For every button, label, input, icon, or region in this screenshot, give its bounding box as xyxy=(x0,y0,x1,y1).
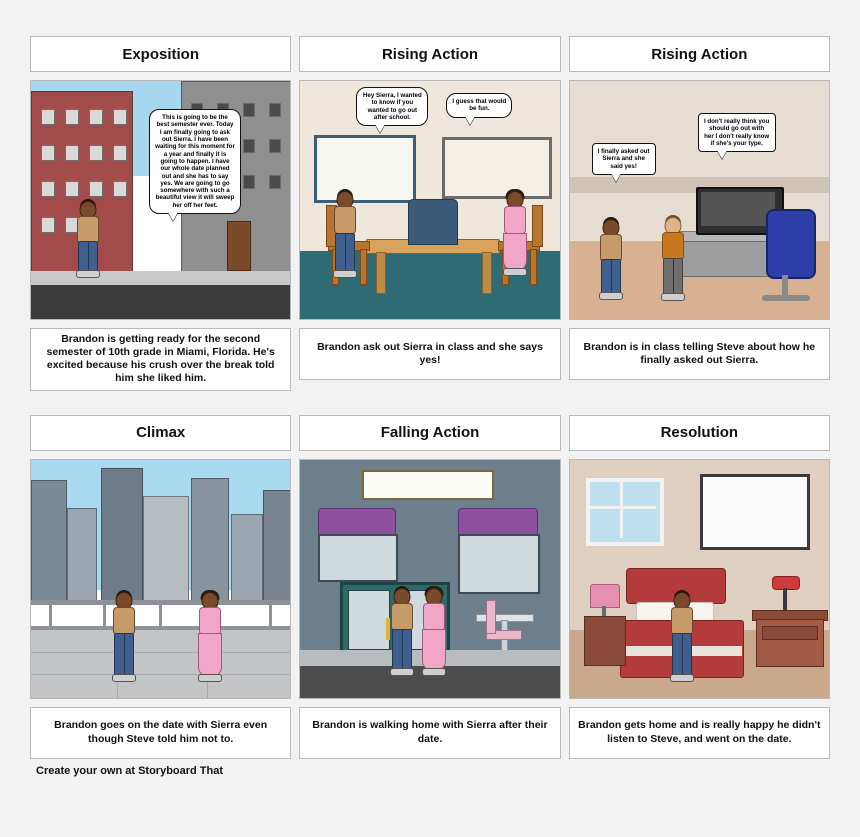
legs xyxy=(663,258,683,296)
cell-caption-text: Brandon is walking home with Sierra after their date. xyxy=(312,719,548,745)
window xyxy=(243,139,255,153)
awning-left xyxy=(318,508,396,536)
shoes xyxy=(503,268,527,276)
window xyxy=(113,109,127,125)
speech-bubble xyxy=(698,113,776,152)
cell-caption-text: Brandon is in class telling Steve about how he finally asked out Sierra. xyxy=(583,340,816,366)
table-leg xyxy=(376,252,386,294)
skyscraper xyxy=(263,490,291,602)
window xyxy=(269,139,281,153)
cell-title xyxy=(299,415,560,451)
cell-illustration-rooftop xyxy=(30,459,291,699)
cell-title xyxy=(569,415,830,451)
chair-right-leg xyxy=(530,249,537,285)
skyscraper xyxy=(191,478,229,602)
bedroom-window xyxy=(586,478,664,546)
storyboard-cell-exposition xyxy=(30,36,291,391)
speech-bubble-text: I finally asked out Sierra and she said yes! xyxy=(597,148,650,170)
cell-caption xyxy=(569,328,830,380)
shoes xyxy=(333,270,357,278)
shop-window-left xyxy=(318,534,398,582)
storyboard-cell-falling-action xyxy=(299,415,560,759)
cell-illustration-classroom xyxy=(299,80,560,320)
sidewalk xyxy=(31,271,290,285)
speech-bubble xyxy=(592,143,656,175)
office-chair-back xyxy=(766,209,816,279)
cell-title xyxy=(30,415,291,451)
cell-title xyxy=(569,36,830,72)
cell-caption-text: Brandon gets home and is really happy he didn't listen to Steve, and went on the date. xyxy=(578,719,821,745)
window xyxy=(269,103,281,117)
office-chair-legs xyxy=(762,295,810,301)
character-brandon xyxy=(330,191,360,281)
attribution-footer xyxy=(36,765,223,777)
sign-board xyxy=(362,470,494,500)
lamp-stand xyxy=(602,606,606,616)
speech-bubble-text: This is going to be the best semester ever. Today I am finally going to ask out Sierra. I have been waiting for this moment for a year and finally it is going to happen. I have our whole date planned out and she has to say yes. We are going to go somewhere with such a beautiful view it will sweep her off her feet. xyxy=(155,114,235,209)
character-sierra xyxy=(418,588,450,680)
torso xyxy=(113,607,135,635)
cell-caption xyxy=(30,707,291,759)
cell-illustration-city-street xyxy=(30,80,291,320)
shoes xyxy=(112,674,136,682)
character-brandon xyxy=(596,219,626,303)
character-steve xyxy=(658,217,688,303)
chair-right-back xyxy=(532,205,543,247)
shoes xyxy=(661,293,685,301)
shop-window-right xyxy=(458,534,540,594)
cell-illustration-storefront xyxy=(299,459,560,699)
legs xyxy=(503,233,527,271)
speech-bubble xyxy=(149,109,241,214)
window xyxy=(89,145,103,161)
window xyxy=(41,217,55,233)
chair-left-leg xyxy=(360,249,367,285)
legs xyxy=(422,629,446,671)
shoes xyxy=(422,668,446,676)
skyscraper xyxy=(143,496,189,602)
chair-center xyxy=(408,199,458,245)
legs xyxy=(601,259,621,295)
window xyxy=(41,109,55,125)
desk-lamp-stand xyxy=(783,588,787,610)
desk-drawer xyxy=(762,626,818,640)
cell-title-text: Rising Action xyxy=(381,45,479,63)
awning-right xyxy=(458,508,538,536)
bulletin-board xyxy=(442,137,552,199)
window xyxy=(65,145,79,161)
speech-bubble-text: I guess that would be fun. xyxy=(452,98,507,113)
storyboard-cell-resolution xyxy=(569,415,830,759)
cell-illustration-office xyxy=(569,80,830,320)
table-leg xyxy=(482,252,492,294)
skyscraper xyxy=(101,468,143,602)
deck-floor xyxy=(31,630,290,698)
torso xyxy=(600,234,622,262)
legs xyxy=(78,241,98,273)
storyboard-cell-rising-action-2 xyxy=(569,36,830,391)
cell-title-text: Resolution xyxy=(660,424,739,441)
torso xyxy=(504,206,526,234)
cell-title-text: Falling Action xyxy=(380,424,480,441)
legs xyxy=(672,633,692,677)
shoes xyxy=(670,674,694,682)
cell-caption xyxy=(299,328,560,380)
shoes xyxy=(76,270,100,278)
character-brandon xyxy=(386,588,418,680)
window xyxy=(89,181,103,197)
cell-title-text: Rising Action xyxy=(651,45,748,63)
tv xyxy=(700,474,810,550)
skyscraper xyxy=(67,508,97,602)
window xyxy=(243,175,255,189)
cell-caption-text: Brandon ask out Sierra in class and she says yes! xyxy=(317,340,543,366)
speech-bubble xyxy=(446,93,512,118)
road xyxy=(31,285,290,319)
door-glass xyxy=(348,590,390,650)
torso xyxy=(391,603,413,631)
deck-line xyxy=(31,652,290,653)
deck-line xyxy=(31,674,290,675)
cell-title-text: Climax xyxy=(136,424,186,441)
character-brandon xyxy=(73,201,103,281)
cell-illustration-bedroom xyxy=(569,459,830,699)
attribution-text: Create your own at Storyboard That xyxy=(36,765,224,777)
lamp-shade xyxy=(590,584,620,608)
cell-caption xyxy=(569,707,830,759)
shoes xyxy=(599,292,623,300)
shoes xyxy=(390,668,414,676)
window xyxy=(269,175,281,189)
cell-caption xyxy=(30,328,291,391)
storyboard-row-2 xyxy=(30,415,830,759)
cafe-chair-back xyxy=(486,600,496,634)
cell-title-text: Exposition xyxy=(122,45,199,63)
character-sierra xyxy=(500,191,530,281)
window xyxy=(243,103,255,117)
storyboard-grid xyxy=(30,36,830,769)
torso xyxy=(334,206,356,234)
window xyxy=(89,109,103,125)
storyboard-row-1 xyxy=(30,36,830,391)
character-sierra xyxy=(193,592,227,688)
speech-bubble xyxy=(356,87,428,126)
speech-bubble-text: Hey Sierra, I wanted to know if you wanted to go out after school. xyxy=(362,92,422,121)
torso xyxy=(77,216,99,244)
office-chair-base xyxy=(782,275,788,297)
cell-caption-text: Brandon goes on the date with Sierra even though Steve told him not to. xyxy=(54,719,268,745)
window-mullion xyxy=(586,506,656,509)
door xyxy=(227,221,251,271)
window xyxy=(65,109,79,125)
cell-title xyxy=(30,36,291,72)
cell-caption xyxy=(299,707,560,759)
speech-bubble-text: I don't really think you should go out with her I don't really know if she's your type. xyxy=(703,118,770,147)
window xyxy=(41,145,55,161)
skyscraper xyxy=(31,480,67,602)
window xyxy=(113,145,127,161)
character-brandon xyxy=(666,592,698,686)
legs xyxy=(392,629,412,671)
window xyxy=(41,181,55,197)
storyboard-cell-rising-action-1 xyxy=(299,36,560,391)
legs xyxy=(198,633,222,677)
storyboard-cell-climax xyxy=(30,415,291,759)
nightstand xyxy=(584,616,626,666)
torso xyxy=(199,607,221,635)
torso xyxy=(423,603,445,631)
torso xyxy=(662,232,684,260)
skyscraper xyxy=(231,514,263,602)
legs xyxy=(335,233,355,273)
window xyxy=(113,181,127,197)
window xyxy=(65,181,79,197)
legs xyxy=(114,633,134,677)
shoes xyxy=(198,674,222,682)
monitor-screen xyxy=(701,192,775,226)
cell-title xyxy=(299,36,560,72)
cell-caption-text: Brandon is getting ready for the second semester of 10th grade in Miami, Florida. He's excited because his crush over the break told him she liked him. xyxy=(46,333,275,385)
character-brandon xyxy=(107,592,141,688)
torso xyxy=(671,607,693,635)
